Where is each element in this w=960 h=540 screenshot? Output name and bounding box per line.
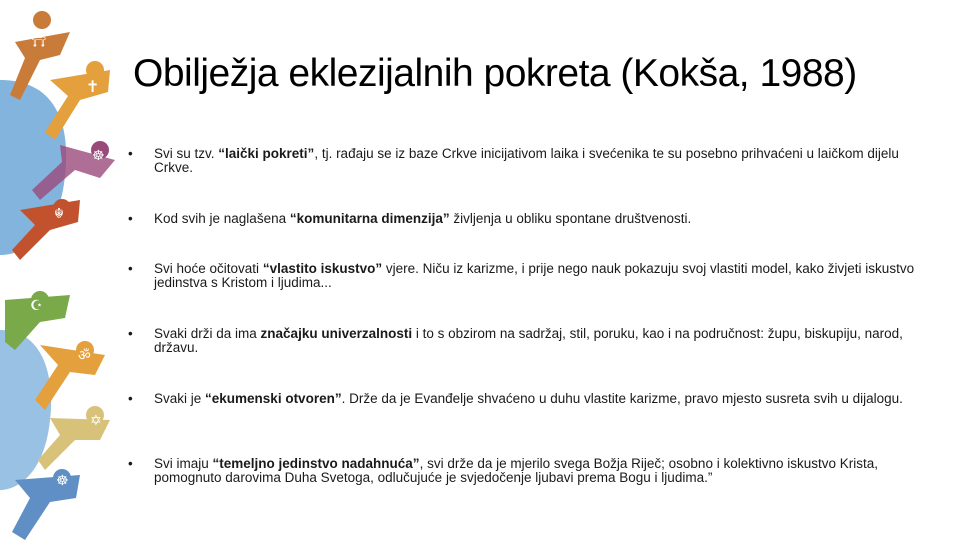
figure-8 [12,469,80,540]
slide-title: Obilježja eklezijalnih pokreta (Kokša, 1988) [133,52,857,95]
bullet-item [126,457,936,485]
bullet-marker: • [128,326,133,341]
cross-icon: ✝ [86,77,100,96]
bullet-item [126,262,936,290]
bullet-text: Svi su tzv. “laički pokreti”, tj. rađaju se iz baze Crkve inicijativom laika i svećenika te su posebno prihvaćeni u laičkom dijelu Crkve. [154,146,899,175]
khanda-icon: ☬ [54,206,64,222]
bullet-marker: • [128,456,133,471]
bullet-text: Svi hoće očitovati “vlastito iskustvo” vjere. Niču iz karizme, i prije nego nauk pokazuju svoj vlastiti model, kako živjeti iskustvo jedinstva s Kristom i ljudima... [154,261,915,290]
bullet-item [126,147,936,175]
torii-icon: ⛩ [30,32,48,48]
om-icon: ॐ [78,348,91,364]
bullet-item [126,212,936,226]
decorative-figures-chain [0,0,140,540]
bullet-text: Kod svih je naglašena “komunitarna dimenzija” življenja u obliku spontane društvenosti. [154,211,692,226]
bullet-item [126,392,936,406]
dharma-wheel-icon: ☸ [92,148,105,164]
dharma-wheel-icon: ☸ [56,473,69,489]
figure-2 [45,61,110,140]
star-of-david-icon: ✡ [90,413,102,429]
bullet-marker: • [128,211,133,226]
bullet-text: Svi imaju “temeljno jedinstvo nadahnuća”, svi drže da je mjerilo svega Božja Riječ; osobno i kolektivno iskustvo Krista, pomognuto darovima Duha Svetoga, odlučujuće je svjedočenje ljubavi prema Bogu i ljudima.” [154,456,879,485]
bullet-marker: • [128,261,133,276]
bullet-marker: • [128,391,133,406]
bullet-item [126,327,936,355]
bullet-text: Svaki je “ekumenski otvoren”. Drže da je Evanđelje shvaćeno u duhu vlastite karizme, pravo mjesto susreta svih u dijalogu. [154,391,903,406]
crescent-icon: ☪ [30,298,43,314]
bullet-text: Svaki drži da ima značajku univerzalnosti i to s obzirom na sadržaj, stil, poruku, kao i na područnost: župu, biskupiju, narod, državu. [154,326,903,355]
bullet-marker: • [128,146,133,161]
